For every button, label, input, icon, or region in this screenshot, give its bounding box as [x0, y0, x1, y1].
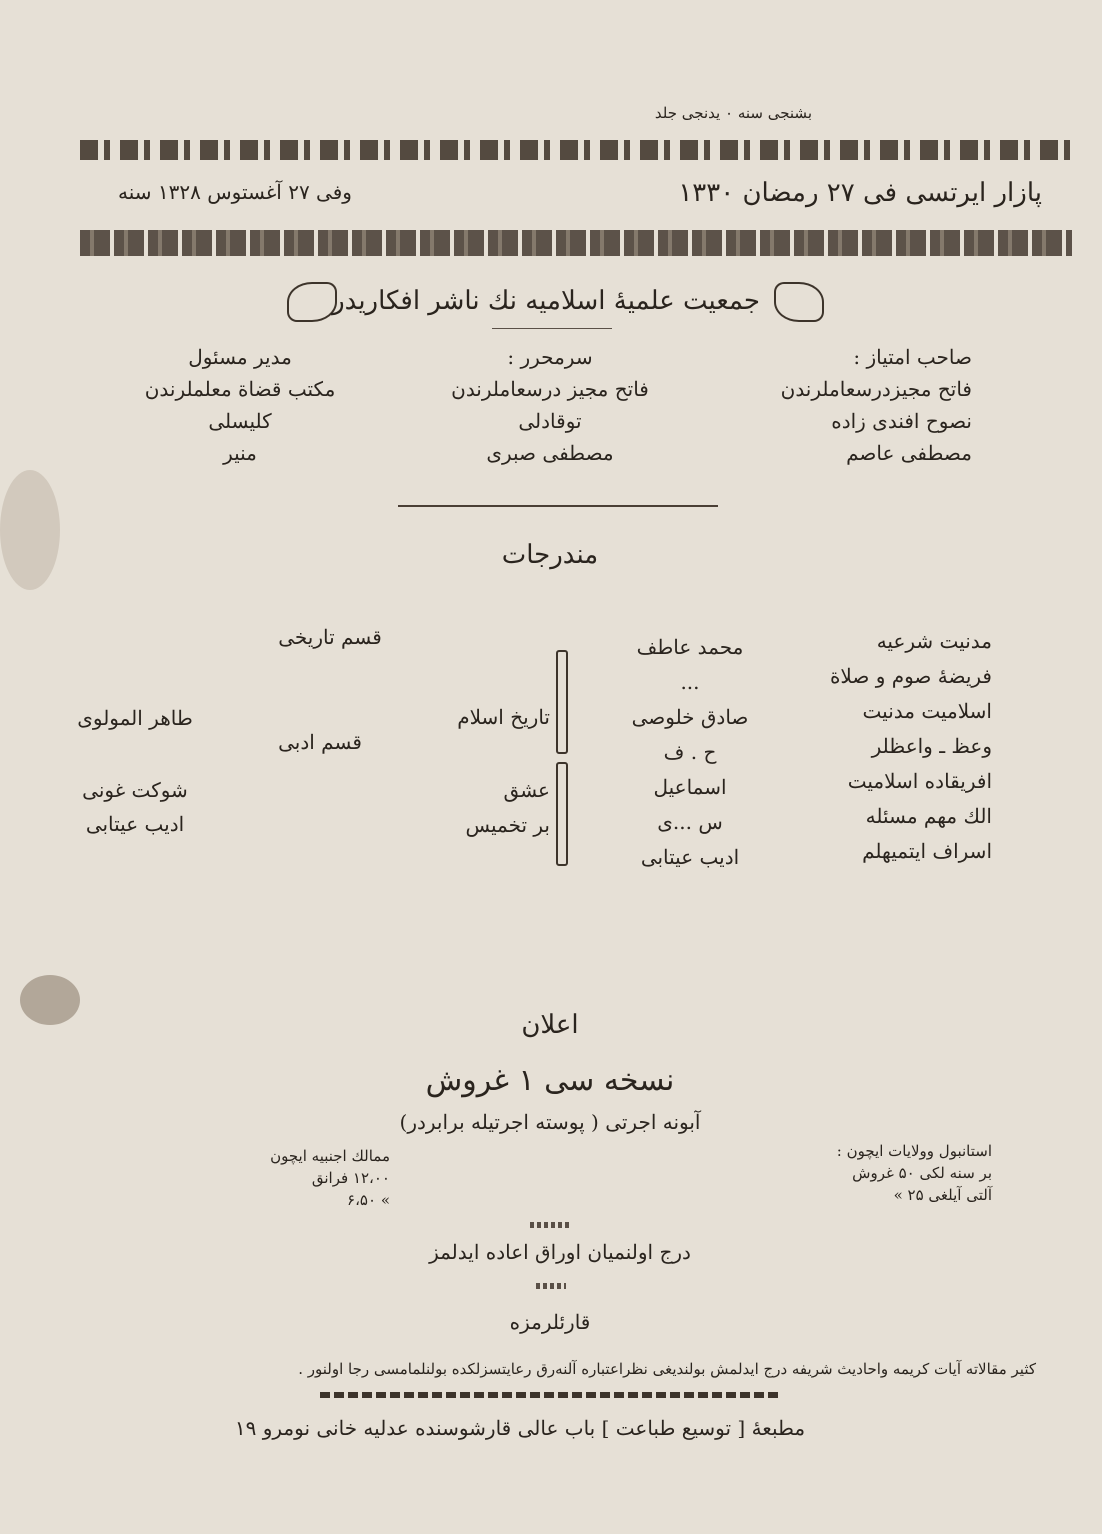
- staff-owner: [732, 345, 972, 465]
- ornamental-border-bottom: [80, 230, 1072, 256]
- list-item: بر تخمیس: [465, 813, 550, 837]
- notice-domestic: [742, 1140, 992, 1206]
- banner-title: جمعیت علمیهٔ اسلامیه نك ناشر افكاریدر: [332, 286, 760, 316]
- list-item: بر سنه لکی ۵۰ غروش: [852, 1164, 992, 1182]
- date-hijri: پازار ایرتسی فی ۲۷ رمضان ۱۳۳۰: [678, 178, 1042, 208]
- list-item: ۱۲،۰۰ فرانق: [311, 1169, 390, 1187]
- staff-line: فاتح مجیزدرسعاملرندن: [780, 377, 972, 401]
- list-item: » ۶،۵۰: [347, 1191, 390, 1209]
- list-item: عشق: [503, 778, 550, 802]
- notice-no-return: درج اولنمیان اوراق اعاده ایدلمز: [429, 1240, 691, 1264]
- list-item: اسراف ایتمیهلم: [862, 839, 992, 863]
- list-item: س ...ی: [657, 810, 723, 834]
- staff-role: صاحب امتیاز :: [853, 345, 972, 369]
- list-item: افریقاده اسلامیت: [847, 769, 992, 793]
- volume-line: بشنجی سنه ۰ یدنجی جلد: [654, 104, 812, 122]
- list-item: مدنیت شرعیه: [876, 629, 992, 653]
- list-item: صادق خلوصی: [631, 705, 749, 729]
- staff-line: توقادلی: [518, 409, 582, 433]
- section-tarihi: قسم تاریخی: [278, 625, 382, 649]
- list-item: آلتی آیلغی ۲۵ »: [893, 1186, 992, 1204]
- staff-manager: [130, 345, 350, 465]
- list-item: طاهر المولوی: [77, 706, 193, 730]
- staff-line: نصوح افندی زاده: [831, 409, 972, 433]
- ornamental-border-top: [80, 140, 1072, 160]
- list-item: ممالك اجنبیه ایچون: [270, 1147, 390, 1165]
- staff-line: منیر: [223, 441, 257, 465]
- dashed-rule: [320, 1392, 780, 1398]
- contents-right-titles: [792, 624, 992, 869]
- printer-line: مطبعهٔ [ توسیع طباعت ] باب عالی قارشوسنده عدلیه خانی نومرو ۱۹: [234, 1416, 806, 1440]
- list-item: فریضهٔ صوم و صلاة: [829, 664, 992, 688]
- staff-line: کلیسلی: [208, 409, 272, 433]
- staff-line: فاتح مجیز درسعاملرندن: [451, 377, 649, 401]
- notice-foreign: [210, 1145, 390, 1211]
- list-item: الك مهم مسئله: [865, 804, 992, 828]
- contents-right-authors: [610, 630, 770, 875]
- staff-role: مدیر مسئول: [188, 345, 292, 369]
- staff-line: مصطفی صبری: [486, 441, 614, 465]
- staff-role: سرمحرر :: [507, 345, 593, 369]
- notice-footer-note: کثیر مقالاته آیات کریمه واحادیث شریفه درج ایدلمش بولندیغی نظراعتباره آلنه‌رق رعایتسزلکده بولنلمامسی رجا اولنور .: [298, 1360, 1036, 1378]
- divider-ornament: [530, 1222, 570, 1228]
- list-item: وعظ ـ واعظلر: [871, 734, 992, 758]
- list-item: اسلامیت مدنیت: [862, 699, 992, 723]
- divider: [492, 328, 612, 329]
- staff-line: مصطفی عاصم: [846, 441, 972, 465]
- divider: [398, 505, 718, 507]
- divider-ornament: [536, 1283, 566, 1289]
- list-item: استانبول وولایات ایچون :: [836, 1142, 992, 1160]
- paper-stain: [20, 975, 80, 1025]
- column-divider: [556, 650, 568, 754]
- list-item: شوکت غونی: [82, 778, 188, 802]
- column-divider: [556, 762, 568, 866]
- list-item: ادیب عیتابی: [85, 812, 185, 836]
- staff-editor: [430, 345, 670, 465]
- list-item: تاریخ اسلام: [457, 705, 550, 729]
- date-rumi: وفی ۲۷ آغستوس ۱۳۲۸ سنه: [118, 180, 352, 204]
- notice-subscription: آبونه اجرتی ( پوسته اجرتیله برابردر): [399, 1110, 701, 1134]
- notice-to-readers: قارئلرمزه: [509, 1310, 591, 1334]
- notice-price: نسخه سی ۱ غروش: [425, 1063, 675, 1098]
- list-item: اسماعیل: [653, 775, 727, 799]
- banner-ornament-left: [287, 282, 337, 322]
- list-item: ...: [680, 670, 700, 694]
- banner-ornament-right: [774, 282, 824, 322]
- paper-stain: [0, 470, 60, 590]
- list-item: محمد عاطف: [636, 635, 744, 659]
- notice-heading: اعلان: [521, 1010, 579, 1040]
- list-item: ادیب عیتابی: [640, 845, 740, 869]
- section-adebi: قسم ادبی: [278, 730, 362, 754]
- staff-line: مکتب قضاة معلملرندن: [144, 377, 336, 401]
- contents-heading: مندرجات: [501, 540, 599, 570]
- list-item: ح . ف: [663, 740, 717, 764]
